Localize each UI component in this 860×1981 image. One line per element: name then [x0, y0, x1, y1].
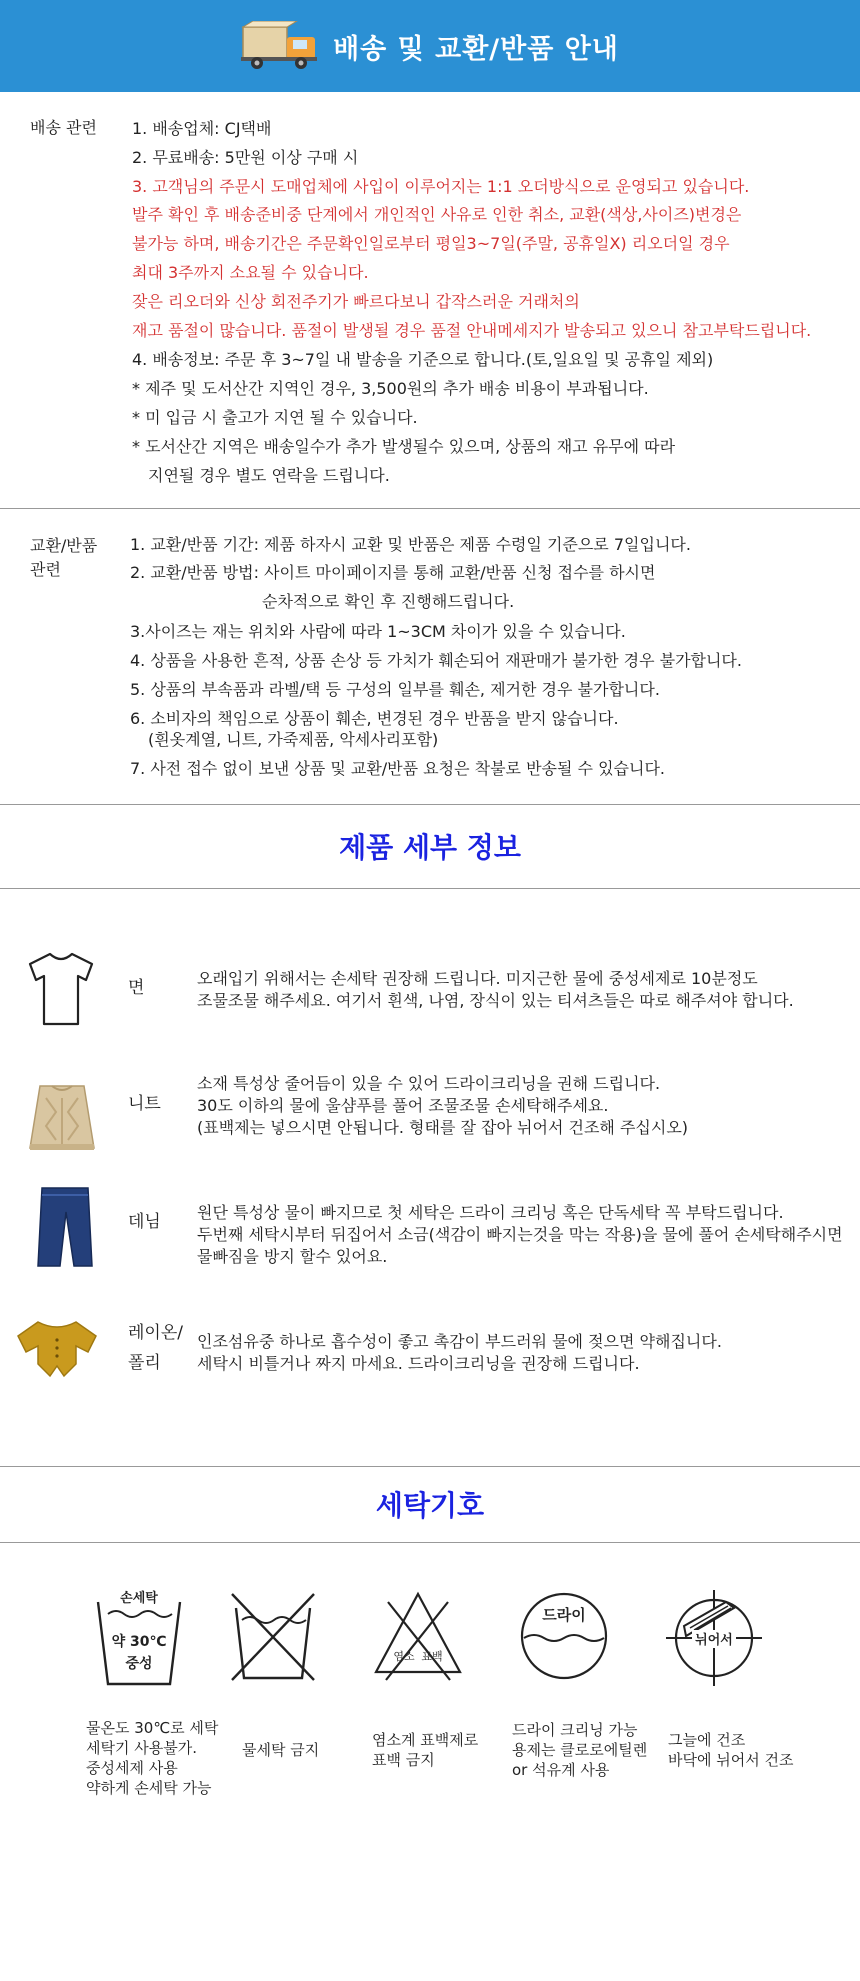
shipping-info-line: * 도서산간 지역은 배송일수가 추가 발생될수 있으며, 상품의 재고 유무에 따라 — [132, 437, 676, 456]
material-desc-rayon-2: 세탁시 비틀거나 짜지 마세요. 드라이크리닝을 권장해 드립니다. — [197, 1354, 640, 1373]
wash-symbol-caption: 표백 금지 — [372, 1751, 435, 1769]
divider — [0, 804, 860, 805]
wash-symbol-caption: or 석유계 사용 — [512, 1761, 610, 1779]
wash-symbol-caption: 물세탁 금지 — [242, 1741, 320, 1759]
shipping-info-line: 발주 확인 후 배송준비중 단계에서 개인적인 사유로 인한 취소, 교환(색상,사이즈)변경은 — [132, 205, 742, 224]
shipping-info-line: 지연될 경우 별도 연락을 드립니다. — [148, 466, 390, 485]
shipping-info-line: 잦은 리오더와 신상 회전주기가 빠르다보니 갑작스러운 거래처의 — [132, 292, 580, 311]
material-name-rayon-2: 폴리 — [128, 1353, 161, 1373]
hand-wash-icon-text-3: 중성 — [125, 1656, 153, 1672]
page-header — [0, 0, 860, 92]
shipping-section-label: 배송 관련 — [30, 118, 97, 137]
returns-info-line: 5. 상품의 부속품과 라벨/택 등 구성의 일부를 훼손, 제거한 경우 불가합니다. — [130, 680, 660, 699]
page-title: 배송 및 교환/반품 안내 — [333, 33, 619, 65]
material-desc-cotton-1: 오래입기 위해서는 손세탁 권장해 드립니다. 미지근한 물에 중성세제로 10분정도 — [197, 969, 758, 988]
material-desc-denim-3: 물빠짐을 방지 할수 있어요. — [197, 1247, 388, 1266]
material-desc-denim-1: 원단 특성상 물이 빠지므로 첫 세탁은 드라이 크리닝 혹은 단독세탁 꼭 부탁드립니다. — [197, 1203, 784, 1222]
returns-section-label-2: 관련 — [30, 560, 61, 579]
bleach-icon-text-2: 표백 — [421, 1650, 443, 1663]
wash-symbol-caption: 약하게 손세탁 가능 — [86, 1779, 212, 1797]
material-desc-knit-3: (표백제는 넣으시면 안됩니다. 형태를 잘 잡아 뉘어서 건조해 주십시오) — [197, 1118, 689, 1137]
material-desc-knit-1: 소재 특성상 줄어듬이 있을 수 있어 드라이크리닝을 권해 드립니다. — [197, 1074, 661, 1093]
no-water-wash-icon — [228, 1588, 318, 1684]
dry-clean-icon-text: 드라이 — [542, 1606, 586, 1624]
returns-info-line: 6. 소비자의 책임으로 상품이 훼손, 변경된 경우 반품을 받지 않습니다. — [130, 709, 619, 728]
divider — [0, 1542, 860, 1543]
wash-symbol-caption: 세탁기 사용불가. — [86, 1739, 197, 1757]
material-desc-rayon-1: 인조섬유중 하나로 흡수성이 좋고 촉감이 부드러워 물에 젖으면 약해집니다. — [197, 1332, 722, 1351]
divider — [0, 1466, 860, 1467]
material-desc-knit-2: 30도 이하의 물에 울샴푸를 풀어 조물조물 손세탁해주세요. — [197, 1096, 609, 1115]
no-chlorine-bleach-icon — [370, 1588, 466, 1684]
delivery-truck-icon — [241, 21, 319, 71]
wash-symbol-caption: 물온도 30℃로 세탁 — [86, 1719, 219, 1737]
wash-symbol-caption: 용제는 클로로에틸렌 — [512, 1741, 648, 1759]
shipping-info-line: * 미 입금 시 출고가 지연 될 수 있습니다. — [132, 408, 418, 427]
returns-info-line: (흰옷계열, 니트, 가죽제품, 악세사리포함) — [148, 730, 439, 749]
denim-jeans-icon — [34, 1186, 96, 1270]
material-name-cotton: 면 — [128, 978, 145, 998]
material-name-denim: 데님 — [128, 1212, 161, 1232]
wash-symbol-caption: 중성세제 사용 — [86, 1759, 178, 1777]
knit-sweater-icon — [26, 1078, 98, 1156]
shipping-info-line: 3. 고객님의 주문시 도매업체에 사입이 이루어지는 1:1 오더방식으로 운영되고 있습니다. — [132, 177, 750, 196]
returns-info-line: 2. 교환/반품 방법: 사이트 마이페이지를 통해 교환/반품 신청 접수를 하시면 — [130, 563, 656, 582]
product-detail-title: 제품 세부 정보 — [339, 831, 521, 864]
hand-wash-icon — [94, 1588, 184, 1692]
hand-wash-icon-text-1: 손세탁 — [120, 1591, 158, 1606]
divider — [0, 508, 860, 509]
shipping-info-line: 재고 품절이 많습니다. 품절이 발생될 경우 품절 안내메세지가 발송되고 있으니 참고부탁드립니다. — [132, 321, 812, 340]
wash-symbol-caption: 드라이 크리닝 가능 — [512, 1721, 638, 1739]
tshirt-icon — [26, 950, 96, 1028]
shipping-info-line: 최대 3주까지 소요될 수 있습니다. — [132, 263, 369, 282]
wash-symbols-title: 세탁기호 — [375, 1489, 485, 1522]
dry-clean-icon — [514, 1588, 614, 1684]
returns-info-line: 4. 상품을 사용한 흔적, 상품 손상 등 가치가 훼손되어 재판매가 불가한 경우 불가합니다. — [130, 651, 742, 670]
rayon-blouse-icon — [16, 1318, 98, 1380]
wash-symbol-caption: 바닥에 뉘어서 건조 — [668, 1751, 794, 1769]
shipping-info-line: 4. 배송정보: 주문 후 3~7일 내 발송을 기준으로 합니다.(토,일요일 및 공휴일 제외) — [132, 350, 714, 369]
hand-wash-icon-text-2: 약 30℃ — [111, 1634, 167, 1650]
returns-info-line: 3.사이즈는 재는 위치와 사람에 따라 1~3CM 차이가 있을 수 있습니다. — [130, 622, 626, 641]
shipping-info-line: 불가능 하며, 배송기간은 주문확인일로부터 평일3~7일(주말, 공휴일X) 리오더일 경우 — [132, 234, 730, 253]
material-name-rayon-1: 레이온/ — [128, 1323, 183, 1343]
flat-dry-icon-text: 뉘어서 — [695, 1633, 733, 1648]
wash-symbol-caption: 염소계 표백제로 — [372, 1731, 479, 1749]
material-desc-cotton-2: 조물조물 해주세요. 여기서 흰색, 나염, 장식이 있는 티셔츠들은 따로 해주셔야 합니다. — [197, 991, 794, 1010]
returns-info-line: 1. 교환/반품 기간: 제품 하자시 교환 및 반품은 제품 수령일 기준으로 7일입니다. — [130, 535, 691, 554]
shipping-info-line: * 제주 및 도서산간 지역인 경우, 3,500원의 추가 배송 비용이 부과됩니다. — [132, 379, 649, 398]
material-desc-denim-2: 두번째 세탁시부터 뒤집어서 소금(색감이 빠지는것을 막는 작용)을 물에 풀어 손세탁해주시면 — [197, 1225, 843, 1244]
material-name-knit: 니트 — [128, 1094, 161, 1114]
returns-info-line: 순차적으로 확인 후 진행해드립니다. — [262, 592, 515, 611]
returns-section-label-1: 교환/반품 — [30, 536, 98, 555]
wash-symbol-caption: 그늘에 건조 — [668, 1731, 746, 1749]
divider — [0, 888, 860, 889]
flat-dry-shade-icon — [664, 1588, 764, 1688]
bleach-icon-text-1: 염소 — [393, 1650, 415, 1663]
shipping-info-line: 1. 배송업체: CJ택배 — [132, 119, 272, 138]
shipping-info-line: 2. 무료배송: 5만원 이상 구매 시 — [132, 148, 359, 167]
returns-info-line: 7. 사전 접수 없이 보낸 상품 및 교환/반품 요청은 착불로 반송될 수 있습니다. — [130, 759, 665, 778]
